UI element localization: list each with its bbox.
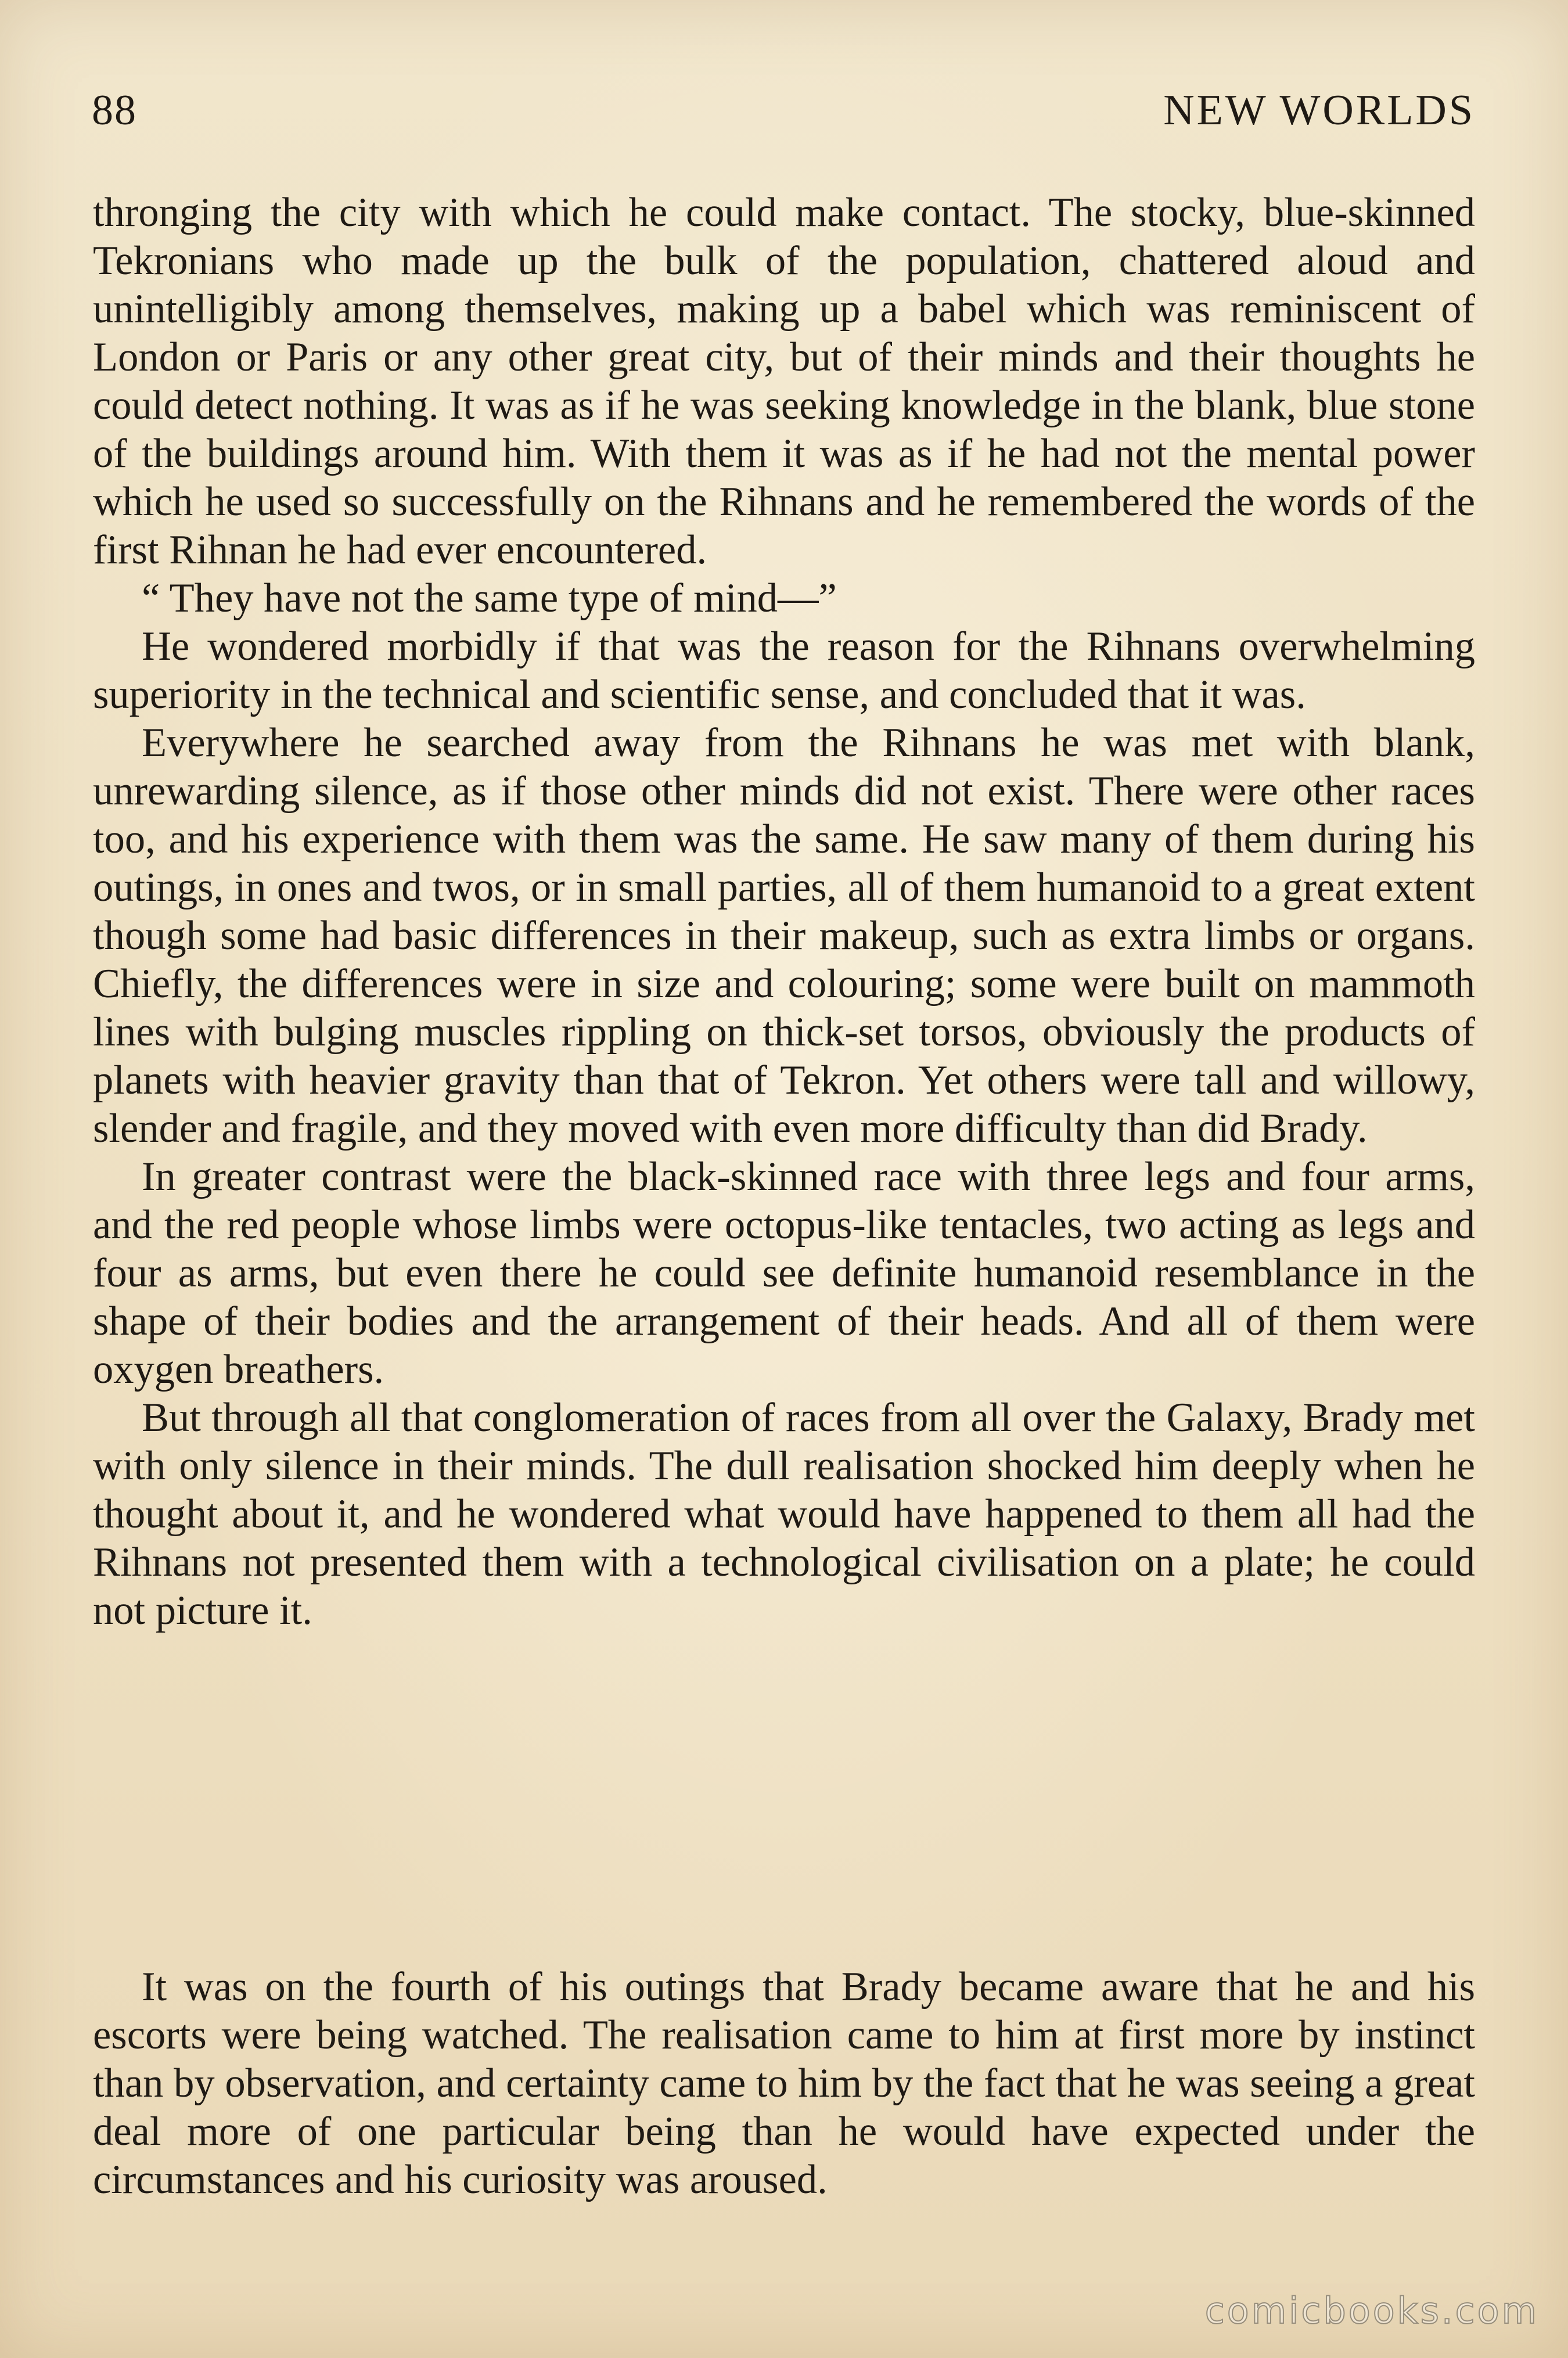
paragraph-continuation: thronging the city with which he could make contact. The stocky, blue-skinned Tekronians who made up the bulk of the population, chattered aloud and unintelligibly among themselves, making up a babel which was reminiscent of London or Paris or any other great city, but of their minds and their thoughts he could detect nothing. It was as if he was seeking knowledge in the blank, blue stone of the buildings around him. With them it was as if he had not the mental power which he used so successfully on the Rihnans and he remembered the words of the first Rihnan he had ever encountered. [93,190,1475,573]
paragraph-morbid-wonder: He wondered morbidly if that was the reason for the Rihnans overwhelming superiority in the technical and scientific sense, and concluded that it was. [93,624,1475,717]
text-block-main [93,189,1475,1635]
watermark-logo: comicbooks.com [1204,2289,1539,2332]
paragraph-quote: “ They have not the same type of mind—” [142,576,837,621]
page-number: 88 [92,87,137,134]
text-block-section-two [93,1963,1475,2204]
running-head-title: NEW WORLDS [1163,87,1475,134]
paragraph-being-watched: It was on the fourth of his outings that Brady became aware that he and his escorts were being watched. The realisation came to him at first more by instinct than by observation, and certainty came to him by the fact that he was seeing a great deal more of one particular being than he would have expected under the circumstances and his curiosity was aroused. [93,1964,1475,2202]
paragraph-contrast: In greater contrast were the black-skinned race with three legs and four arms, and the red people whose limbs were octopus-like tentacles, two acting as legs and four as arms, but even there he could see definite humanoid resemblance in the shape of their bodies and the arrangement of their heads. And all of them were oxygen breathers. [93,1154,1475,1392]
page-header [92,86,1475,150]
paragraph-silence: But through all that conglomeration of races from all over the Galaxy, Brady met with only silence in their minds. The dull realisation shocked him deeply when he thought about it, and he wondered what would have happened to them all had the Rihnans not presented them with a technological civilisation on a plate; he could not picture it. [93,1395,1475,1633]
paragraph-other-races: Everywhere he searched away from the Rihnans he was met with blank, unrewarding silence, as if those other minds did not exist. There were other races too, and his experience with them was the same. He saw many of them during his outings, in ones and twos, or in small parties, all of them humanoid to a great extent though some had basic differences in their makeup, such as extra limbs or organs. Chiefly, the differences were in size and colouring; some were built on mammoth lines with bulging muscles rippling on thick-set torsos, obviously the products of planets with heavier gravity than that of Tekron. Yet others were tall and willowy, slender and fragile, and they moved with even more difficulty than did Brady. [93,720,1475,1151]
